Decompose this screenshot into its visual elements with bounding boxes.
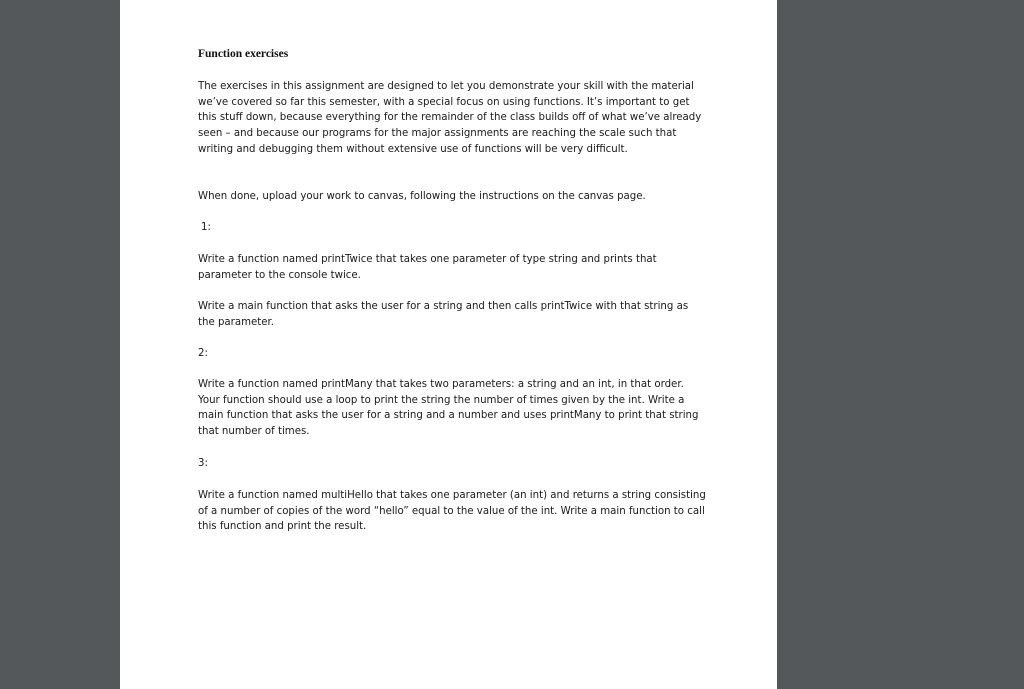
exercise-1-paragraph-1: Write a function named printTwice that takes one parameter of type string and prints that parameter to the console twice. <box>198 254 657 281</box>
exercise-2-number: 2: <box>198 348 208 359</box>
exercise-3-number: 3: <box>198 458 208 469</box>
exercise-2-paragraph-1: Write a function named printMany that takes two parameters: a string and an int, in that order. Your function should use a loop to print the string the number of times given by the int. Write a main function that asks the user for a string and a number and uses printMany to print that string that number of times. <box>198 379 699 438</box>
exercise-1-number: 1: <box>201 222 211 233</box>
document-page <box>120 0 777 689</box>
exercise-3-paragraph-1: Write a function named multiHello that takes one parameter (an int) and returns a string consisting of a number of copies of the word “hello” equal to the value of the int. Write a main function to call this function and print the result. <box>198 490 706 533</box>
document-title: Function exercises <box>198 48 289 60</box>
upload-instructions: When done, upload your work to canvas, following the instructions on the canvas page. <box>198 191 646 202</box>
intro-paragraph: The exercises in this assignment are designed to let you demonstrate your skill with the material we’ve covered so far this semester, with a special focus on using functions. It’s important to get this stuff down, because everything for the remainder of the class builds off of what we’ve already seen – and because our programs for the major assignments are reaching the scale such that writing and debugging them without extensive use of functions will be very difficult. <box>198 81 702 155</box>
exercise-1-paragraph-2: Write a main function that asks the user for a string and then calls printTwice with that string as the parameter. <box>198 301 689 328</box>
